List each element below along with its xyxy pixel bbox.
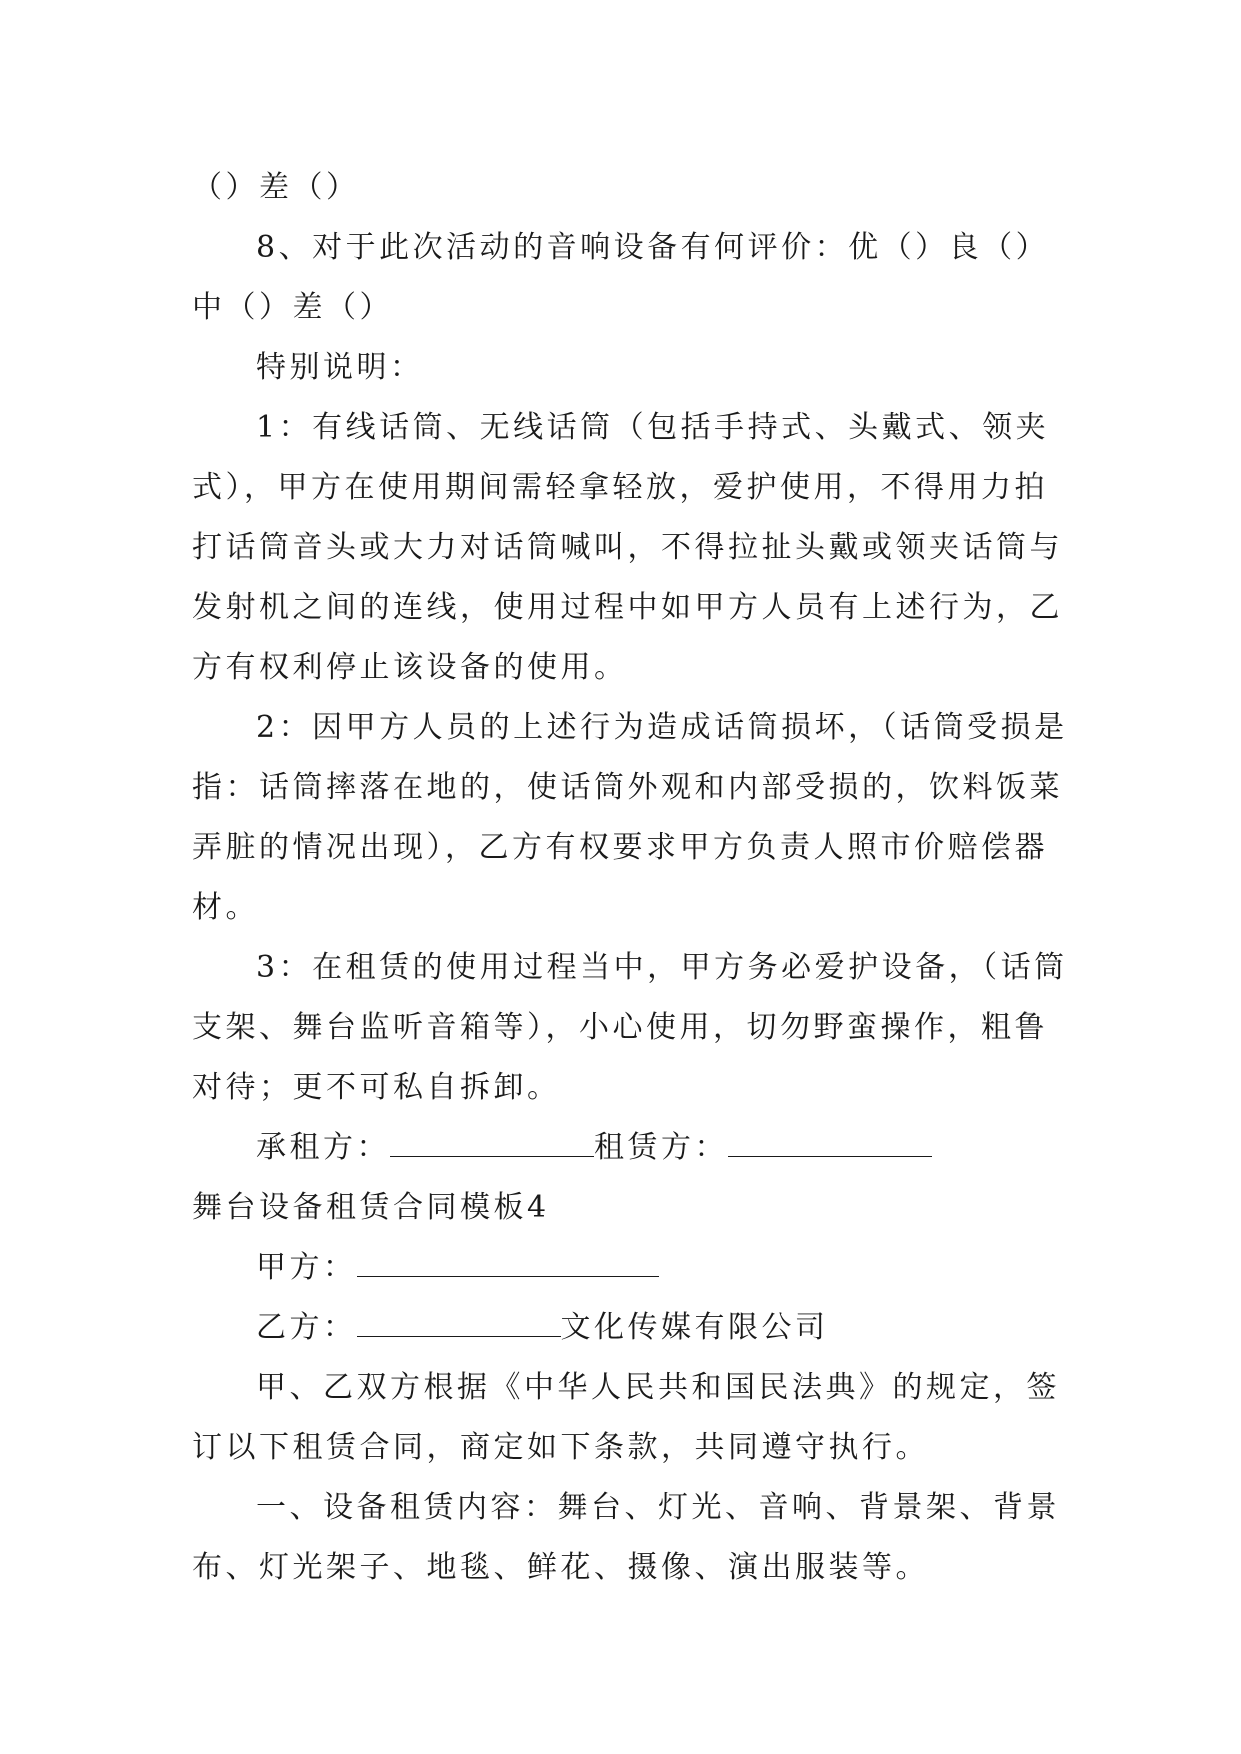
paragraph-line: 中（）差（）: [192, 290, 393, 325]
paragraph-line: 订以下租赁合同，商定如下条款，共同遵守执行。: [192, 1430, 929, 1465]
paragraph-line: 布、灯光架子、地毯、鲜花、摄像、演出服装等。: [192, 1550, 929, 1585]
paragraph-line: 一、设备租赁内容：舞台、灯光、音响、背景架、背景: [256, 1490, 1060, 1525]
paragraph-line: 式），甲方在使用期间需轻拿轻放，爱护使用，不得用力拍: [192, 470, 1048, 505]
paragraph-line: 对待；更不可私自拆卸。: [192, 1070, 561, 1105]
paragraph-line: 发射机之间的连线，使用过程中如甲方人员有上述行为，乙: [192, 590, 1063, 625]
document-body-continued: [192, 1358, 1058, 1598]
party-a-blank: [357, 1256, 659, 1277]
paragraph-line: 指：话筒摔落在地的，使话筒外观和内部受损的，饮料饭菜: [192, 770, 1063, 805]
paragraph-line: 甲、乙双方根据《中华人民共和国民法典》的规定，签: [256, 1370, 1060, 1405]
paragraph-line: 2：因甲方人员的上述行为造成话筒损坏，（话筒受损是: [256, 710, 1068, 745]
lessor-blank: [728, 1136, 932, 1157]
contract-heading: 舞台设备租赁合同模板4: [192, 1190, 550, 1225]
party-a-label: 甲方：: [256, 1250, 357, 1285]
paragraph-line: 3：在租赁的使用过程当中，甲方务必爱护设备，（话筒: [256, 950, 1068, 985]
lessor-label: 租赁方：: [594, 1130, 728, 1165]
paragraph-line: 材。: [192, 890, 259, 925]
paragraph-line: 弄脏的情况出现），乙方有权要求甲方负责人照市价赔偿器: [192, 830, 1048, 865]
lessee-blank: [390, 1136, 594, 1157]
party-b-suffix: 文化传媒有限公司: [560, 1310, 829, 1345]
party-b-line: [192, 1298, 1058, 1358]
party-b-blank: [357, 1316, 561, 1337]
party-a-line: [192, 1238, 1058, 1298]
paragraph-line: 1：有线话筒、无线话筒（包括手持式、头戴式、领夹: [256, 410, 1050, 445]
paragraph-line: 支架、舞台监听音箱等），小心使用，切勿野蛮操作，粗鲁: [192, 1010, 1048, 1045]
party-b-label: 乙方：: [256, 1310, 357, 1345]
signature-line: [192, 1118, 1058, 1178]
lessee-label: 承租方：: [256, 1130, 390, 1165]
document-body: [192, 158, 1068, 1118]
paragraph-line: 打话筒音头或大力对话筒喊叫，不得拉扯头戴或领夹话筒与: [192, 530, 1063, 565]
paragraph-line: 特别说明：: [256, 350, 424, 385]
paragraph-line: 方有权利停止该设备的使用。: [192, 650, 628, 685]
paragraph-line: （）差（）: [192, 170, 360, 205]
paragraph-line: 8、对于此次活动的音响设备有何评价：优（）良（）: [256, 230, 1050, 265]
document-page: [192, 158, 1068, 1598]
